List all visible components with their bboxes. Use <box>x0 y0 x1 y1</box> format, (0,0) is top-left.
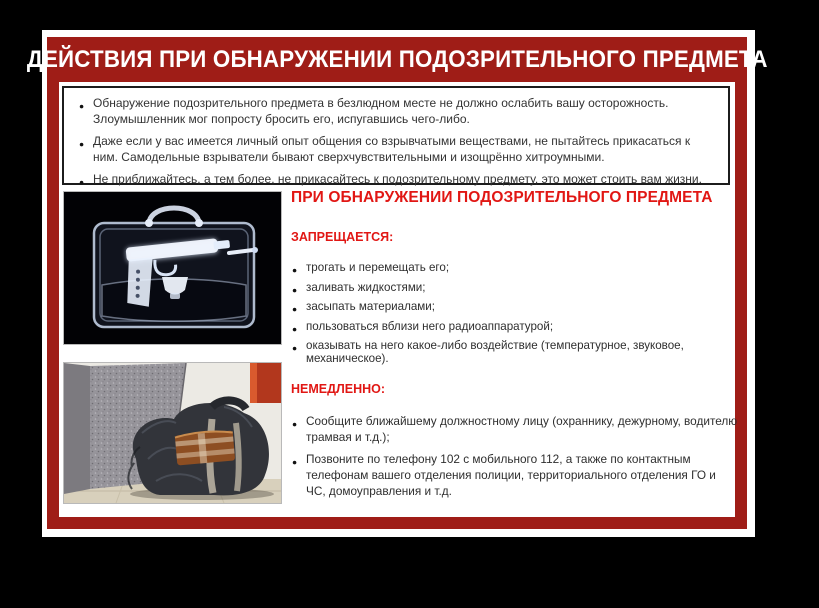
intro-warning-box <box>62 86 730 185</box>
intro-list <box>78 96 716 188</box>
content-area <box>47 82 747 529</box>
suspicious-bag-image <box>63 362 282 504</box>
list-item: ● Обнаружение подозрительного предмета в безлюдном месте не должно ослабить вашу осторожность. Злоумышленник мог попросту бросить его, испугавшись чего-либо. <box>78 96 716 127</box>
list-item: ● Не приближайтесь, а тем более, не прикасайтесь к подозрительному предмету, это может стоить вам жизни. <box>78 172 716 188</box>
poster-sheet <box>26 30 768 537</box>
immediately-label: НЕМЕДЛЕННО: <box>291 382 386 396</box>
list-item: ● трогать и перемещать его; <box>291 261 738 274</box>
list-item: ● Позвоните по телефону 102 с мобильного 112, а также по контактным телефонам вашего отделения полиции, территориального отделения ГО и ЧС, домоуправления и т.д. <box>291 451 738 499</box>
immediately-list <box>291 413 738 499</box>
xray-briefcase-gun-image <box>63 191 282 345</box>
title-band <box>26 37 768 82</box>
red-frame <box>26 37 768 529</box>
list-item: ● Сообщите ближайшему должностному лицу (охраннику, дежурному, водителю трамвая и т.д.); <box>291 413 738 445</box>
section-heading: ПРИ ОБНАРУЖЕНИИ ПОДОЗРИТЕЛЬНОГО ПРЕДМЕТА <box>291 189 713 206</box>
list-item: ● заливать жидкостями; <box>291 281 738 294</box>
list-item: ● Даже если у вас имеется личный опыт общения со взрывчатыми веществами, не пытайтесь прикасаться к ним. Самодельные взрыватели бывают сверхчувствительными и изощрённо хитроумными. <box>78 134 716 165</box>
forbidden-label: ЗАПРЕЩАЕТСЯ: <box>291 230 394 244</box>
list-item: ● оказывать на него какое-либо воздействие (температурное, звуковое, механическое). <box>291 339 738 365</box>
instructions-column <box>291 189 738 505</box>
list-item: ● пользоваться вблизи него радиоаппаратурой; <box>291 320 738 333</box>
forbidden-list <box>291 261 738 365</box>
list-item: ● засыпать материалами; <box>291 300 738 313</box>
page-title: ДЕЙСТВИЯ ПРИ ОБНАРУЖЕНИИ ПОДОЗРИТЕЛЬНОГО ПРЕДМЕТА <box>26 45 768 73</box>
